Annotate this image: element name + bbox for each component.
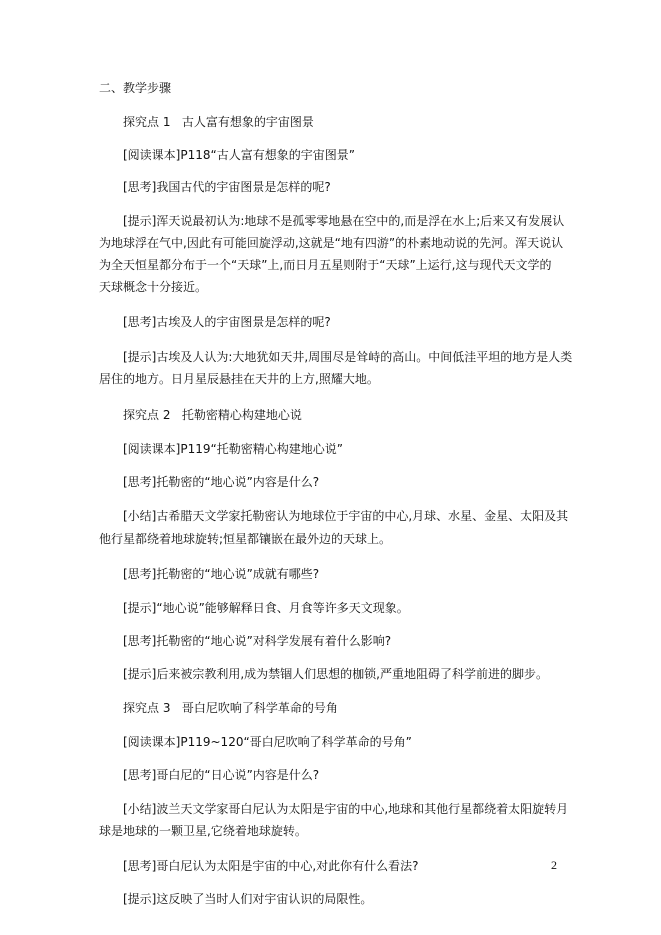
- think-question: [思考]托勒密的“地心说”内容是什么?: [123, 475, 320, 489]
- paragraph-line: [提示]古埃及人认为:大地犹如天井,周围尽是耸峙的高山。中间低洼平坦的地方是人类: [123, 350, 573, 364]
- reading-note: [阅读课本]P118“古人富有想象的宇宙图景”: [123, 148, 355, 162]
- paragraph-line: 天球概念十分接近。: [99, 280, 208, 294]
- paragraph-line: [小结]波兰天文学家哥白尼认为太阳是宇宙的中心,地球和其他行星都绕着太阳旋转月: [123, 802, 569, 816]
- paragraph-line: 球是地球的一颗卫星,它绕着地球旋转。: [99, 824, 307, 838]
- paragraph-line: 居住的地方。日月星辰悬挂在天井的上方,照耀大地。: [99, 372, 379, 386]
- inquiry-point-title: 托勒密精心构建地心说: [181, 408, 302, 422]
- section-heading: 二、教学步骤: [99, 81, 172, 95]
- inquiry-point-label: 探究点 3: [123, 701, 171, 715]
- think-question: [思考]哥白尼认为太阳是宇宙的中心,对此你有什么看法?: [123, 859, 419, 873]
- think-question: [思考]哥白尼的“日心说”内容是什么?: [123, 768, 320, 782]
- paragraph-line: [小结]古希腊天文学家托勒密认为地球位于宇宙的中心,月球、水星、金星、太阳及其: [123, 509, 569, 523]
- inquiry-point-1: [123, 113, 314, 131]
- inquiry-point-2: [123, 406, 302, 424]
- inquiry-point-3: [123, 699, 338, 717]
- paragraph-line: 他行星都绕着地球旋转;恒星都镶嵌在最外边的天球上。: [99, 532, 392, 546]
- reading-note: [阅读课本]P119~120“哥白尼吹响了科学革命的号角”: [123, 735, 412, 749]
- inquiry-point-title: 古人富有想象的宇宙图景: [181, 115, 314, 129]
- think-question: [思考]托勒密的“地心说”成就有哪些?: [123, 567, 320, 581]
- inquiry-point-label: 探究点 2: [123, 408, 171, 422]
- hint-paragraph: [提示]后来被宗教利用,成为禁锢人们思想的枷锁,严重地阻碍了科学前进的脚步。: [123, 667, 548, 681]
- inquiry-point-label: 探究点 1: [123, 115, 171, 129]
- paragraph-line: 为地球浮在气中,因此有可能回旋浮动,这就是“地有四游”的朴素地动说的先河。浑天说认: [99, 236, 564, 250]
- reading-note: [阅读课本]P119“托勒密精心构建地心说”: [123, 442, 343, 456]
- page-number: 2: [551, 858, 557, 872]
- inquiry-point-title: 哥白尼吹响了科学革命的号角: [181, 701, 338, 715]
- paragraph-line: 为全天恒星都分布于一个“天球”上,而日月五星则附于“天球”上运行,这与现代天文学的: [99, 258, 552, 272]
- hint-paragraph: [提示]这反映了当时人们对宇宙认识的局限性。: [123, 892, 373, 906]
- think-question: [思考]古埃及人的宇宙图景是怎样的呢?: [123, 315, 331, 329]
- paragraph-line: [提示]浑天说最初认为:地球不是孤零零地悬在空中的,而是浮在水上;后来又有发展认: [123, 214, 565, 228]
- hint-paragraph: [提示]“地心说”能够解释日食、月食等许多天文现象。: [123, 601, 409, 615]
- think-question: [思考]我国古代的宇宙图景是怎样的呢?: [123, 180, 331, 194]
- think-question: [思考]托勒密的“地心说”对科学发展有着什么影响?: [123, 634, 392, 648]
